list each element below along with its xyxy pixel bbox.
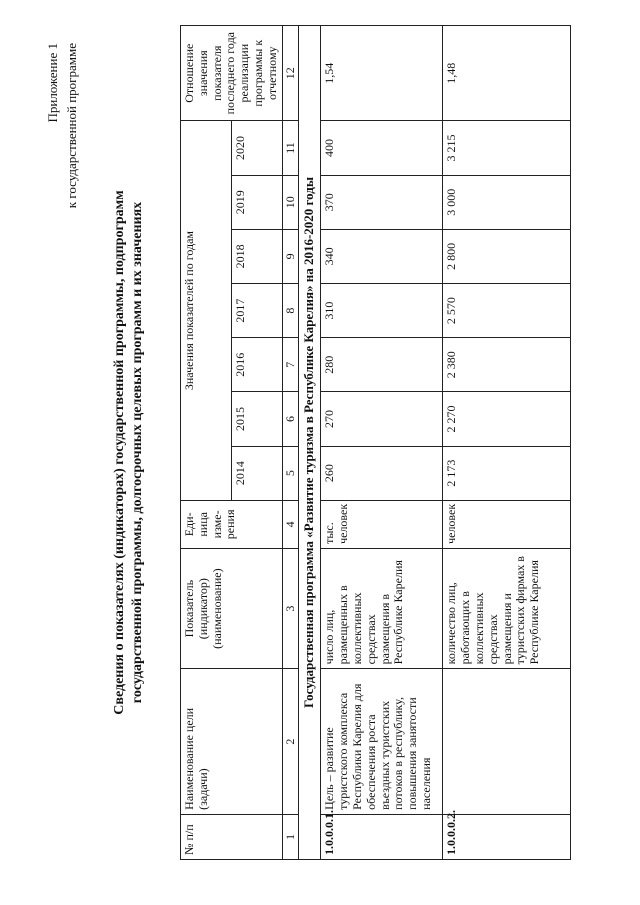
- row-goal: Цель – развитие туристского комплекса Республики Карелия для обеспечения роста въездных туристских потоков в республику, повышения занятости населения: [321, 669, 443, 815]
- row-value: 370: [321, 175, 443, 229]
- col-number: 6: [282, 392, 299, 446]
- table-row: [321, 26, 443, 860]
- col-number: 4: [282, 500, 299, 548]
- row-value: 3 000: [443, 175, 571, 229]
- row-value: 3 215: [443, 121, 571, 175]
- section-row: [299, 26, 321, 860]
- table-row: [443, 26, 571, 860]
- row-unit: тыс. человек: [321, 500, 443, 548]
- header-goal: Наименование цели (задачи): [181, 669, 283, 815]
- appendix-label: Приложение 1: [45, 43, 60, 123]
- header-year: 2020: [231, 121, 282, 175]
- header-year: 2019: [231, 175, 282, 229]
- row-value: 400: [321, 121, 443, 175]
- section-title: Государственная программа «Развитие туризма в Республике Карелия» на 2016-2020 годы: [299, 26, 321, 860]
- row-value: 310: [321, 284, 443, 338]
- col-number: 12: [282, 26, 299, 121]
- row-value: 2 173: [443, 446, 571, 500]
- col-number: 9: [282, 229, 299, 283]
- header-year: 2016: [231, 338, 282, 392]
- col-number: 1: [282, 814, 299, 859]
- header-year: 2014: [231, 446, 282, 500]
- header-ratio: Отношение значения показателя последнего года реализации программы к отчетному: [181, 26, 283, 121]
- row-value: 340: [321, 229, 443, 283]
- row-value: 280: [321, 338, 443, 392]
- header-year: 2018: [231, 229, 282, 283]
- col-number: 5: [282, 446, 299, 500]
- header-num: № п/п: [181, 814, 283, 859]
- col-number: 2: [282, 669, 299, 815]
- header-values-group: Значения показателей по годам: [181, 121, 232, 500]
- row-num: 1.0.0.0.1.: [321, 814, 443, 859]
- col-number: 8: [282, 284, 299, 338]
- row-indicator: число лиц, размещенных в коллективных средствах размещения в Республике Карелия: [321, 548, 443, 668]
- row-value: 2 270: [443, 392, 571, 446]
- row-num: 1.0.0.0.2.: [443, 814, 571, 859]
- col-number: 7: [282, 338, 299, 392]
- row-unit: человек: [443, 500, 571, 548]
- row-value: 270: [321, 392, 443, 446]
- indicators-table: [180, 25, 571, 860]
- appendix-sublabel: к государственной программе: [64, 43, 79, 209]
- row-ratio: 1,54: [321, 26, 443, 121]
- col-number: 11: [282, 121, 299, 175]
- column-numbers-row: [282, 26, 299, 860]
- header-row-1: [181, 26, 232, 860]
- row-ratio: 1,48: [443, 26, 571, 121]
- header-year: 2017: [231, 284, 282, 338]
- header-unit: Еди-ница изме-рения: [181, 500, 283, 548]
- row-value: 2 800: [443, 229, 571, 283]
- header-indicator: Показатель (индикатор) (наименование): [181, 548, 283, 668]
- document-title-line-2: государственной программы, долгосрочных целевых программ и их значениях: [130, 201, 145, 704]
- col-number: 3: [282, 548, 299, 668]
- header-year: 2015: [231, 392, 282, 446]
- row-value: 2 380: [443, 338, 571, 392]
- row-indicator: количество лиц, работающих в коллективных средствах размещения и туристских фирмах в Республике Карелия: [443, 548, 571, 668]
- document-title-line-1: Сведения о показателях (индикаторах) государственной программы, подпрограмм: [112, 190, 127, 715]
- row-value: 260: [321, 446, 443, 500]
- col-number: 10: [282, 175, 299, 229]
- row-goal: [443, 669, 571, 815]
- row-value: 2 570: [443, 284, 571, 338]
